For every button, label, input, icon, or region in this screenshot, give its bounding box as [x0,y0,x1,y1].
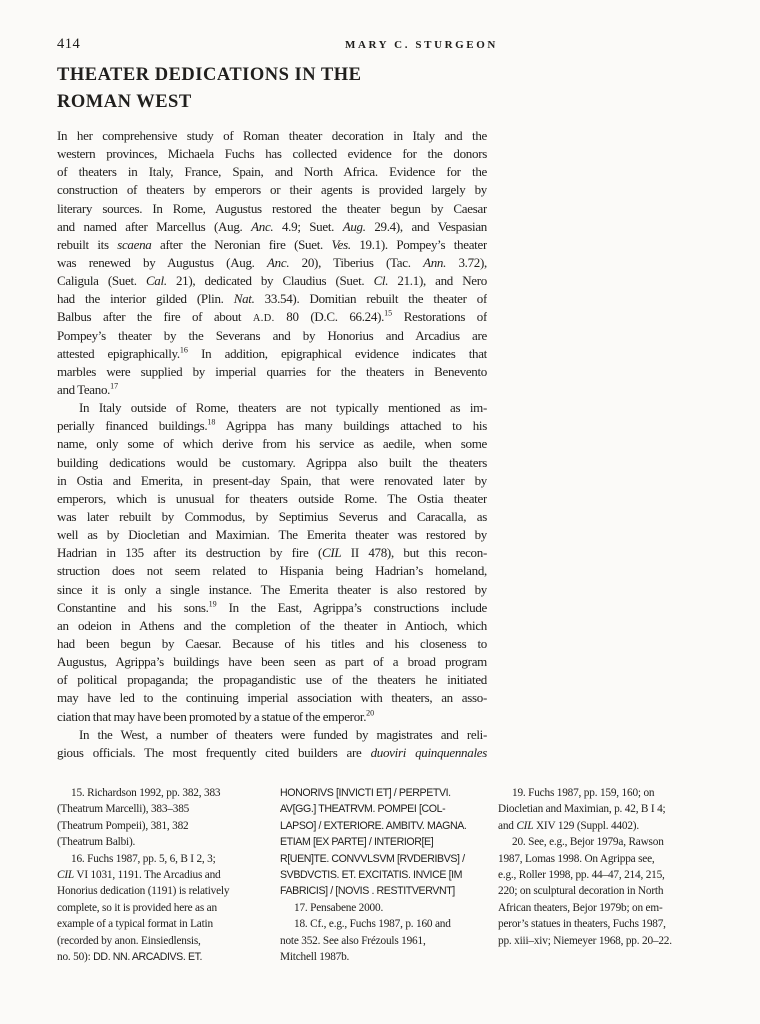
text-line: e.g., Roller 1998, pp. 44–47, 214, 215, [498,868,665,881]
text-line: was renewed by Augustus (Aug. Anc. 20), Tiberius (Tac. Ann. 3.72), [57,254,487,270]
text-line: and Teano.$^{17}$ [57,381,119,397]
text-line: pp. xiii–xiv; Niemeyer 1968, pp. 20–22. [498,934,672,947]
text-line: perially financed buildings.$^{18}$ Agrippa has many buildings attached to his [57,417,487,434]
text-line: had been begun by Caesar. Because of his titles and his closeness to [57,635,487,651]
text-line: ciation that may have been promoted by a statue of the emperor.$^{20}$ [57,708,375,724]
text-line: ETIAM [EX PARTE] / INTERIOR[E] [280,836,434,849]
text-line: 20. See, e.g., Bejor 1979a, Rawson [512,836,664,849]
footnote-column-1 [57,785,272,965]
text-line: peror’s statues in theaters, Fuchs 1987, [498,918,666,931]
text-line: CIL VI 1031, 1191. The Arcadius and [57,868,221,881]
text-line: HONORIVS [INVICTI ET] / PERPETVI. [280,787,451,799]
text-line: building dedications would be customary. Agrippa also built the theaters [57,454,487,470]
article-title-line2: ROMAN WEST [57,92,192,112]
text-line: gious officials. The most frequently cited builders are duoviri quinquennales [57,744,487,760]
text-line: marbles were supplied by imperial quarries for the theaters in Benevento [57,363,487,379]
text-line: 17. Pensabene 2000. [294,901,384,914]
article-title-line1: THEATER DEDICATIONS IN THE [57,65,362,85]
paragraph-2 [57,399,487,726]
text-line: example of a typical format in Latin [57,918,213,931]
text-line: since it is only a single instance. The Emerita theater is also restored by [57,581,487,597]
text-line: construction of theaters by emperors or their agents is provided largely by [57,182,487,198]
text-line: note 352. See also Frézouls 1961, [280,934,426,947]
text-line: attested epigraphically.$^{16}$ In addition, epigraphical evidence indicates that [57,345,487,361]
text-line: LAPSO] / EXTERIORE. AMBITV. MAGNA. [280,819,467,832]
text-line: Mitchell 1987b. [280,950,350,963]
text-line: African theaters, Bejor 1979b; on em- [498,901,663,914]
text-line: R[UEN]TE. CONVVLSVM [RVDERIBVS] / [280,852,465,865]
article-title [57,62,361,116]
paragraph-1 [57,127,487,399]
text-line: of theaters in Italy, France, Spain, and North Africa. Evidence for the [57,164,487,180]
text-line: SVBDVCTIS. ET. EXCITATIS. INVICE [IM [280,868,463,881]
text-line: no. 50): DD. NN. ARCADIVS. ET. [57,950,203,963]
text-line: AV[GG.] THEATRVM. POMPEI [COL- [280,803,446,816]
text-line: 1987, Lomas 1998. On Agrippa see, [498,852,655,865]
text-line: Constantine and his sons.$^{19}$ In the East, Agrippa’s constructions include [57,599,487,615]
text-line: name, only some of which derive from his service as aedile, when some [57,436,487,452]
text-line: 16. Fuchs 1987, pp. 5, 6, B I 2, 3; [71,852,216,865]
footnote-column-3 [498,785,720,949]
text-line: In the West, a number of theaters were funded by magistrates and reli- [79,726,487,742]
text-line: and named after Marcellus (Aug. Anc. 4.9; Suet. Aug. 29.4), and Vespasian [57,218,487,234]
footnote-column-2 [280,785,485,965]
text-line: western provinces, Michaela Fuchs has collected evidence for the donors [57,146,487,162]
text-line: In Italy outside of Rome, theaters are not typically mentioned as im- [79,400,487,416]
text-line: Pompey’s theater by the Severans and by Honorius and Arcadius are [57,327,487,343]
text-line: Augustus, Agrippa’s buildings have been seen as part of a broad program [57,654,487,670]
text-line: Honorius dedication (1191) is relatively [57,885,230,898]
text-line: struction does not seem related to Hispania being Hadrian’s homeland, [57,563,487,579]
text-line: and CIL XIV 129 (Suppl. 4402). [498,819,639,832]
text-line: (Theatrum Pompeii), 381, 382 [57,819,189,832]
page-number: 414 [57,36,81,52]
text-line: Balbus after the fire of about A.D. 80 (D.C. 66.24).$^{15}$ Restorations of [57,309,487,325]
text-line: may have led to the continuing imperial association with theaters, an asso- [57,690,487,706]
text-line: 18. Cf., e.g., Fuchs 1987, p. 160 and [294,918,451,931]
paragraph-3 [57,726,487,762]
text-line: rebuilt its scaena after the Neronian fire (Suet. Ves. 19.1). Pompey’s theater [57,236,487,252]
text-line: Diocletian and Maximian, p. 42, B I 4; [498,803,666,816]
running-head-author: MARY C. STURGEON [345,39,498,51]
text-line: literary sources. In Rome, Augustus restored the theater begun by Caesar [57,200,487,216]
text-line: in Ostia and Emerita, in present-day Spain, that were renovated later by [57,472,487,488]
text-line: FABRICIS] / [NOVIS . RESTITVERVNT] [280,885,455,898]
text-line: 15. Richardson 1992, pp. 382, 383 [71,787,221,799]
text-line: complete, so it is provided here as an [57,901,217,914]
text-line: an odeion in Athens and the completion of the theater in Antioch, which [57,617,487,633]
text-line: had the interior gilded (Plin. Nat. 33.54). Domitian rebuilt the theater of [57,291,487,307]
text-line: of political propaganda; the propagandistic use of the theaters he initiated [57,672,487,688]
text-line: was later rebuilt by Commodus, by Septimius Severus and Caracalla, as [57,508,487,524]
text-line: 220; on sculptural decoration in North [498,885,664,898]
text-line: (recorded by anon. Einsiedlensis, [57,934,201,947]
text-line: emperors, which is unusual for theaters outside Rome. The Ostia theater [57,490,487,506]
text-line: Hadrian in 135 after its destruction by fire (CIL II 478), but this recon- [57,545,487,561]
article-body [57,127,487,762]
text-line: 19. Fuchs 1987, pp. 159, 160; on [512,787,655,799]
text-line: well as by Diocletian and Maximian. The Emerita theater was restored by [57,527,487,543]
text-line: In her comprehensive study of Roman theater decoration in Italy and the [57,128,487,143]
text-line: (Theatrum Marcelli), 383–385 [57,803,190,816]
text-line: (Theatrum Balbi). [57,836,136,849]
text-line: Caligula (Suet. Cal. 21), dedicated by Claudius (Suet. Cl. 21.1), and Nero [57,273,487,289]
